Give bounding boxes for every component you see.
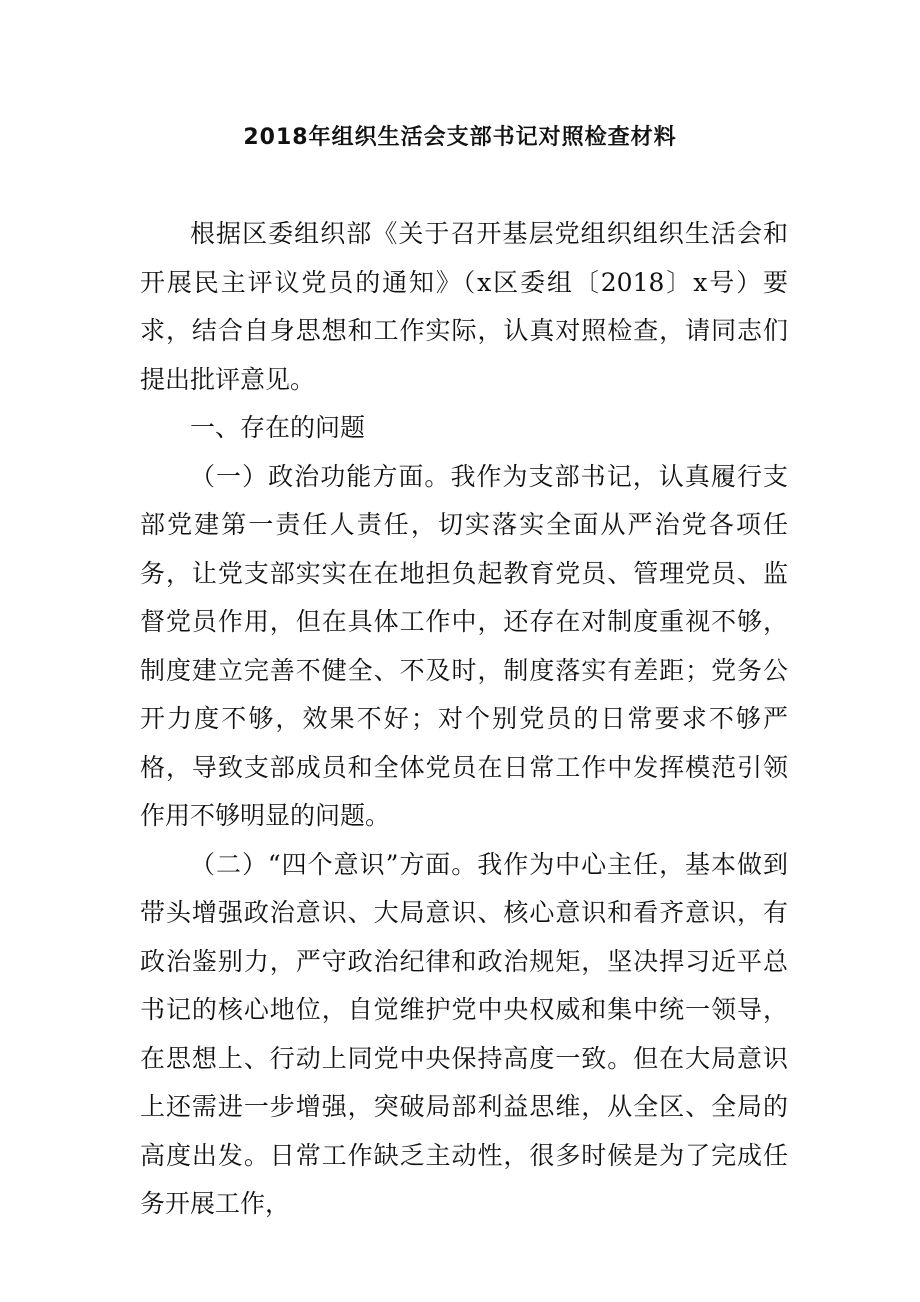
paragraph-intro: 根据区委组织部《关于召开基层党组织组织生活会和开展民主评议党员的通知》（x区委组〔2018〕x号）要求，结合自身思想和工作实际，认真对照检查，请同志们提出批评意见。: [140, 219, 788, 394]
document-title: 2018年组织生活会支部书记对照检查材料: [243, 125, 677, 150]
paragraph-political-function: （一）政治功能方面。我作为支部书记，认真履行支部党建第一责任人责任，切实落实全面从严治党各项任务，让党支部实实在在地担负起教育党员、管理党员、监督党员作用，但在具体工作中，还存在对制度重视不够，制度建立完善不健全、不及时，制度落实有差距；党务公开力度不够，效果不好；对个别党员的日常要求不够严格，导致支部成员和全体党员在日常工作中发挥模范引领作用不够明显的问题。: [140, 461, 788, 830]
document-body: [140, 210, 788, 1229]
paragraph-four-consciousness: （二）“四个意识”方面。我作为中心主任，基本做到带头增强政治意识、大局意识、核心意识和看齐意识，有政治鉴别力，严守政治纪律和政治规矩，坚决捍习近平总书记的核心地位，自觉维护党中央权威和集中统一领导，在思想上、行动上同党中央保持高度一致。但在大局意识上还需进一步增强，突破局部利益思维，从全区、全局的高度出发。日常工作缺乏主动性，很多时候是为了完成任务开展工作，: [140, 849, 788, 1218]
section-heading-problems: 一、存在的问题: [190, 413, 366, 442]
